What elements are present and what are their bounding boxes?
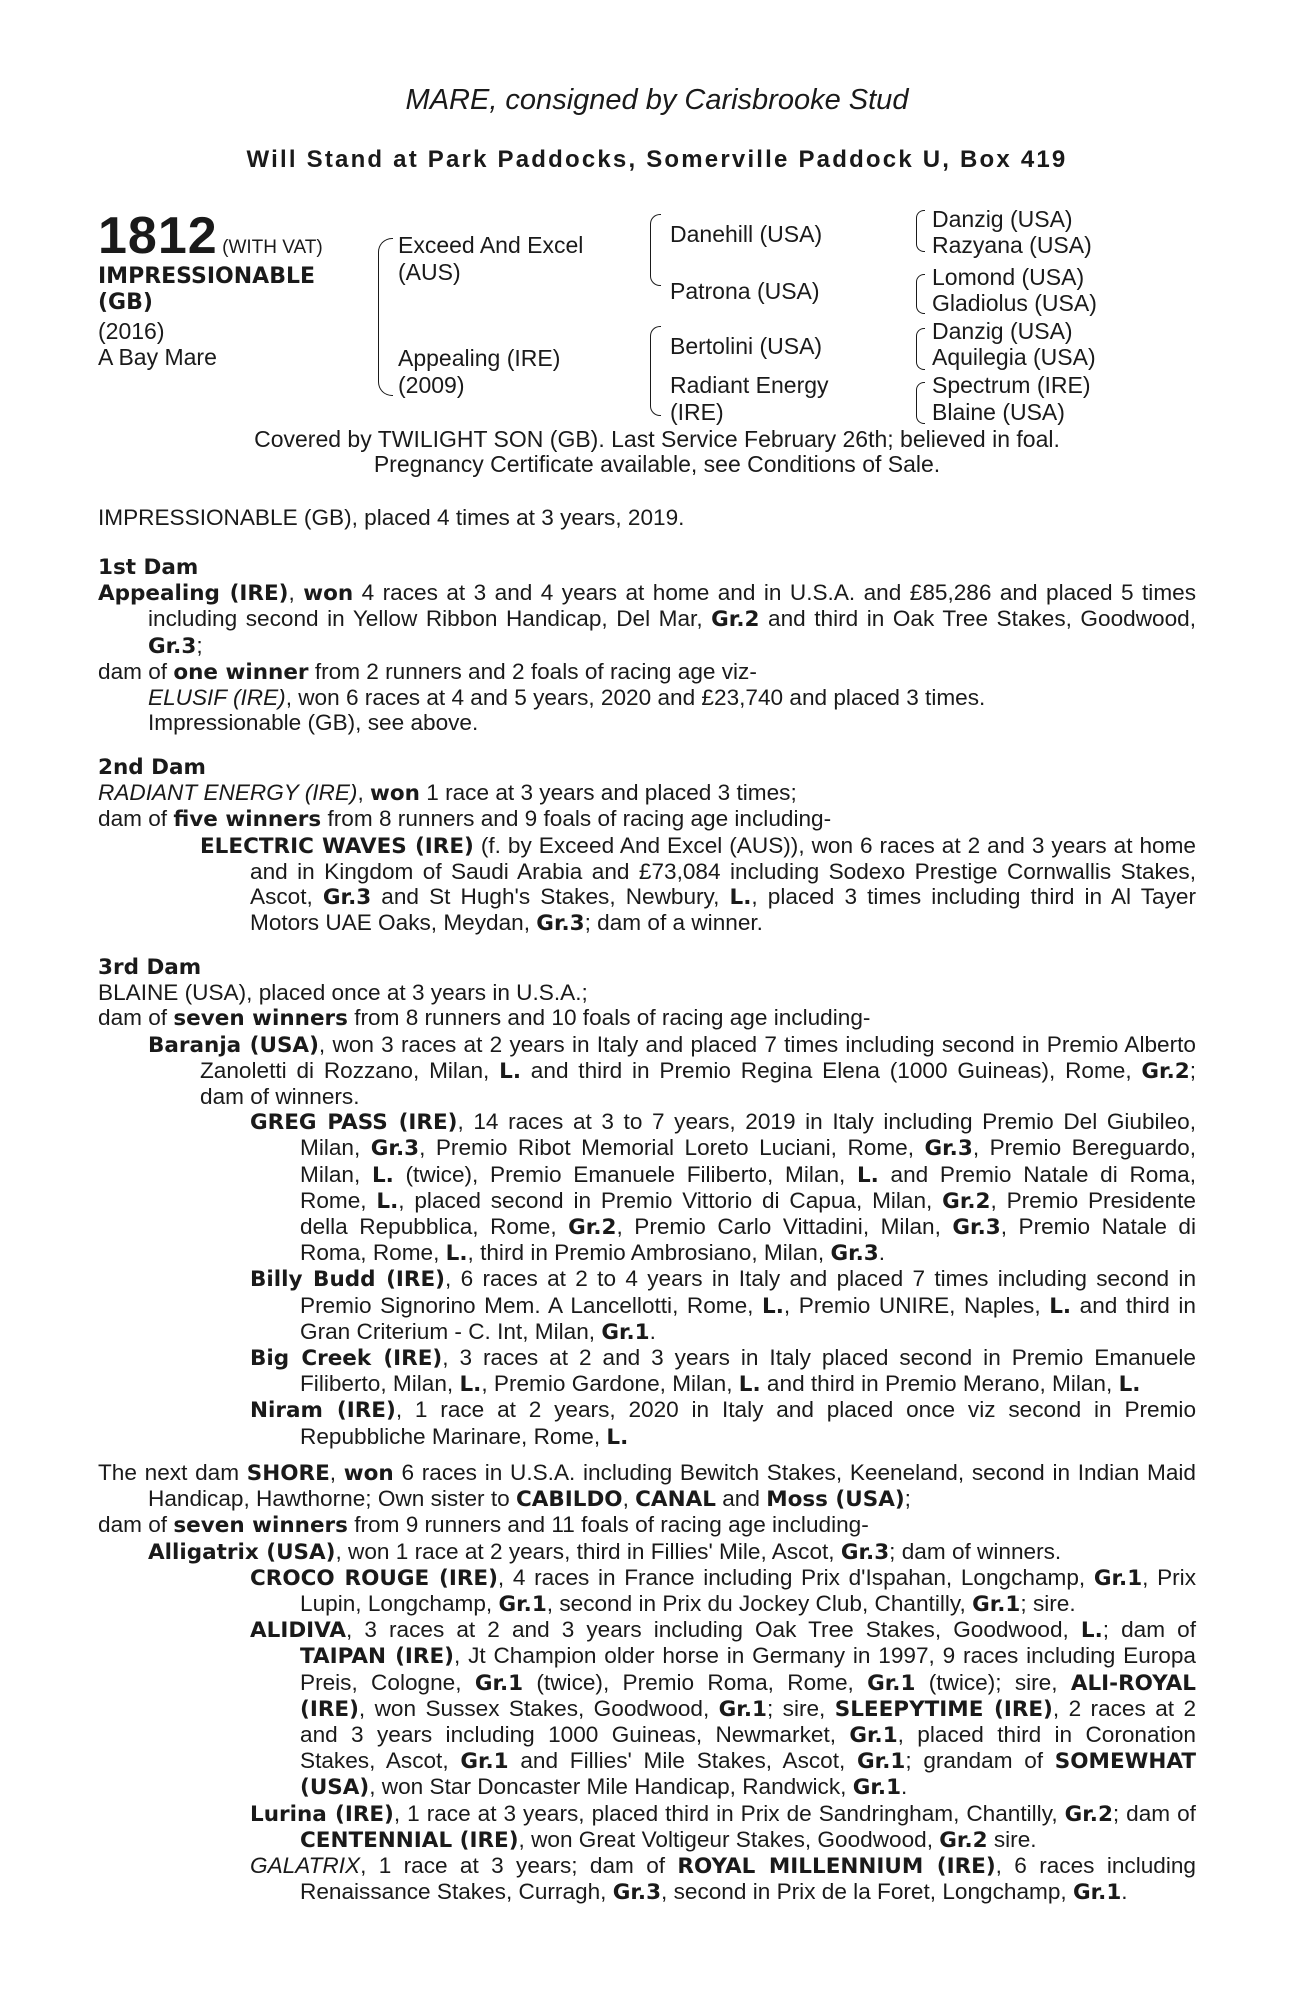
listed: L. xyxy=(445,1241,468,1267)
grade: Gr.1 xyxy=(1072,1880,1122,1906)
t: , Premio Natale di Roma, Rome, xyxy=(300,1214,1196,1266)
dam-of-post: from 9 runners and 11 foals of racing age including- xyxy=(347,1512,869,1538)
t: , Prix Lupin, Longchamp, xyxy=(300,1564,1197,1617)
first-dam-section xyxy=(98,555,1196,735)
dam-of-post: from 8 runners and 10 foals of racing age including- xyxy=(347,1005,871,1031)
listed: L. xyxy=(738,1372,761,1398)
t: and Premio Natale di Roma, Rome, xyxy=(300,1161,1197,1213)
produce-baranja xyxy=(98,1032,1196,1110)
listed: L. xyxy=(371,1162,394,1188)
listed: L. xyxy=(376,1188,399,1214)
produce-billy-budd xyxy=(98,1266,1196,1345)
t: . xyxy=(1121,1879,1128,1905)
dam-of-pre: dam of xyxy=(98,658,174,684)
t: ; dam of winners. xyxy=(200,1057,1196,1110)
pedigree-sire-country: (AUS) xyxy=(398,259,461,285)
grade: Gr.3 xyxy=(612,1880,662,1906)
pedigree-dam-dam-country: (IRE) xyxy=(670,399,724,425)
next-dam-produce-line xyxy=(98,1512,1196,1538)
t: , won Sussex Stakes, Goodwood, xyxy=(358,1695,719,1721)
pedigree-brace-3a xyxy=(916,210,925,252)
t: The next dam xyxy=(98,1460,247,1485)
t: , won Great Voltigeur Stakes, Goodwood, xyxy=(518,1826,940,1852)
pedigree-gen3-4: Gladiolus (USA) xyxy=(932,290,1097,316)
first-dam-produce-1 xyxy=(98,685,1196,710)
lot-number: 1812 xyxy=(98,207,218,265)
second-dam-section xyxy=(98,755,1196,936)
t: (twice), Premio Emanuele Filiberto, Milan, xyxy=(393,1161,857,1187)
grade: Gr.3 xyxy=(830,1241,879,1267)
vat-label: (WITH VAT) xyxy=(222,237,323,258)
horse-name: SOMEWHAT (USA) xyxy=(300,1749,1196,1801)
dam-of-count: seven winners xyxy=(173,1006,348,1032)
second-dam-name: RADIANT ENERGY (IRE) xyxy=(98,780,358,806)
second-dam-produce-line xyxy=(98,806,1196,832)
produce-name: CROCO ROUGE (IRE) xyxy=(250,1565,498,1591)
t: ; sire. xyxy=(1020,1591,1076,1617)
produce-big-creek xyxy=(98,1345,1196,1397)
dam-of-pre: dam of xyxy=(98,1512,174,1538)
t: , 3 races at 2 and 3 years in Italy placed second in Premio Emanuele Filiberto, Milan, xyxy=(300,1345,1196,1397)
produce-text: , won 6 races at 4 and 5 years, 2020 and £23,740 and placed 3 times. xyxy=(285,685,986,711)
t: , second in Prix du Jockey Club, Chantilly, xyxy=(546,1591,973,1617)
grade: Gr.1 xyxy=(498,1592,547,1618)
t: ; dam of winners. xyxy=(889,1538,1062,1564)
lot-number-line xyxy=(98,206,323,266)
dam-of-count: five winners xyxy=(173,807,322,833)
t: . xyxy=(901,1774,908,1800)
t: , won Star Doncaster Mile Handicap, Randwick, xyxy=(369,1774,853,1800)
pedigree-gen3-8: Blaine (USA) xyxy=(932,399,1065,425)
grade: Gr.2 xyxy=(939,1827,988,1853)
dam-of-post: from 8 runners and 9 foals of racing age including- xyxy=(321,806,832,832)
listed: L. xyxy=(1118,1372,1141,1398)
t: . xyxy=(649,1318,656,1344)
t: and Fillies' Mile Stakes, Ascot, xyxy=(508,1748,858,1774)
produce-alligatrix xyxy=(98,1539,1196,1565)
produce-name: Baranja (USA) xyxy=(148,1032,319,1058)
pedigree-brace-3c xyxy=(916,328,925,370)
grade: Gr.1 xyxy=(474,1670,524,1696)
dam-of-count: one winner xyxy=(173,659,309,685)
t: (twice), Premio Roma, Rome, xyxy=(523,1669,868,1695)
pedigree-brace-3d xyxy=(916,382,925,424)
listed: L. xyxy=(606,1424,629,1450)
first-dam-grade-2: Gr.3 xyxy=(148,633,197,659)
t: and third in Gran Criterium - C. Int, Milan, xyxy=(300,1292,1196,1344)
pedigree-sire-sire: Danehill (USA) xyxy=(670,221,823,247)
produce-name: Billy Budd (IRE) xyxy=(250,1267,445,1293)
first-dam-produce-line xyxy=(98,659,1196,685)
produce-name: ALIDIVA xyxy=(250,1618,347,1644)
pedigree-dam-year: (2009) xyxy=(398,372,465,398)
third-dam-record: BLAINE (USA), placed once at 3 years in U.S.A.; xyxy=(98,980,588,1006)
listed: L. xyxy=(762,1293,784,1319)
first-dam-won: won xyxy=(303,581,354,607)
grade: Gr.3 xyxy=(370,1136,420,1162)
horse-name: ALI-ROYAL (IRE) xyxy=(300,1670,1197,1722)
horse-name: SLEEPYTIME (IRE) xyxy=(834,1696,1053,1722)
t: , Premio Bereguardo, Milan, xyxy=(300,1135,1196,1187)
listed: L. xyxy=(1049,1293,1072,1319)
produce-name: Big Creek (IRE) xyxy=(250,1346,443,1372)
produce-niram xyxy=(98,1397,1196,1449)
t: , 3 races at 2 and 3 years including Oak Tree Stakes, Goodwood, xyxy=(346,1617,1081,1643)
first-dam-heading: 1st Dam xyxy=(98,555,199,580)
dam-of-count: seven winners xyxy=(173,1513,348,1539)
horse-name: CENTENNIAL (IRE) xyxy=(300,1827,519,1853)
second-dam-heading: 2nd Dam xyxy=(98,755,206,780)
sibling-name: Moss (USA) xyxy=(766,1487,905,1513)
grade: Gr.1 xyxy=(972,1592,1021,1618)
grade: Gr.1 xyxy=(849,1723,898,1749)
t: , placed 3 times including third in Al Tayer Motors UAE Oaks, Meydan, xyxy=(250,884,1196,936)
next-dam-name: SHORE xyxy=(246,1461,330,1486)
t: . xyxy=(878,1240,886,1266)
t: and third in Premio Merano, Milan, xyxy=(760,1371,1119,1397)
t: , won 3 races at 2 years in Italy and placed 7 times including second in Premio Alberto Zanoletti di Rozzano, Milan, xyxy=(200,1031,1196,1083)
grade: Gr.2 xyxy=(942,1188,991,1214)
t: ; dam of xyxy=(1112,1800,1196,1826)
pedigree-brace-3b xyxy=(916,274,925,314)
t: , 2 races at 2 and 3 years including 1000 Guineas, Newmarket, xyxy=(300,1695,1197,1748)
listed: L. xyxy=(856,1162,879,1188)
summary-line: IMPRESSIONABLE (GB), placed 4 times at 3 years, 2019. xyxy=(98,505,685,530)
listed: L. xyxy=(1080,1618,1103,1644)
first-dam-text-1: 4 races at 3 and 4 years at home and in U.S.A. and £85,286 and placed 5 times including second in Yellow Ribbon Handicap, Del Mar, xyxy=(148,580,1197,632)
location-heading: Will Stand at Park Paddocks, Somerville Paddock U, Box 419 xyxy=(246,146,1068,173)
t: and third in Premio Regina Elena (1000 Guineas), Rome, xyxy=(521,1057,1142,1083)
t: ; grandam of xyxy=(905,1748,1055,1774)
first-dam-name: Appealing (IRE) xyxy=(98,581,289,607)
t: , Premio UNIRE, Naples, xyxy=(783,1292,1050,1318)
dam-of-pre: dam of xyxy=(98,806,174,832)
grade: Gr.1 xyxy=(1093,1565,1143,1591)
pedigree-sire: Exceed And Excel xyxy=(398,232,584,258)
t: , Premio Presidente della Repubblica, Rome, xyxy=(300,1187,1196,1240)
pedigree-sire-dam: Patrona (USA) xyxy=(670,278,820,304)
dam-of-post: from 2 runners and 2 foals of racing age viz- xyxy=(308,658,757,684)
cover-line-1: Covered by TWILIGHT SON (GB). Last Service February 26th; believed in foal. xyxy=(254,426,1060,452)
grade: Gr.1 xyxy=(718,1696,767,1722)
grade: Gr.1 xyxy=(601,1319,650,1345)
third-dam-heading: 3rd Dam xyxy=(98,955,202,980)
third-dam-produce-line xyxy=(98,1005,1196,1031)
t: , second in Prix de la Foret, Longchamp, xyxy=(661,1879,1073,1905)
t: and St Hugh's Stakes, Newbury, xyxy=(371,884,730,910)
horse-name: IMPRESSIONABLE xyxy=(98,264,316,289)
produce-greg-pass xyxy=(98,1109,1196,1266)
listed: L. xyxy=(459,1372,482,1398)
third-dam-section xyxy=(98,955,1196,1450)
t: ; sire, xyxy=(766,1695,835,1721)
sep: , xyxy=(622,1486,636,1512)
t: , 1 race at 3 years, placed third in Prix de Sandringham, Chantilly, xyxy=(393,1800,1065,1826)
pedigree-dam-dam: Radiant Energy xyxy=(670,372,829,398)
pedigree-gen3-1: Danzig (USA) xyxy=(932,206,1073,232)
grade: Gr.3 xyxy=(322,885,372,911)
grade: Gr.1 xyxy=(852,1775,902,1801)
first-dam-produce-2: Impressionable (GB), see above. xyxy=(148,710,479,736)
t: ; dam of xyxy=(1102,1617,1196,1643)
pedigree-gen3-7: Spectrum (IRE) xyxy=(932,372,1091,398)
grade: Gr.1 xyxy=(460,1749,509,1775)
t: , 6 races at 2 to 4 years in Italy and placed 7 times including second in Premio Signorino Mem. A Lancellotti, Rome, xyxy=(300,1266,1197,1318)
t: 6 races in U.S.A. including Bewitch Stakes, Keeneland, second in Indian Maid Handicap, Hawthorne; Own sister to xyxy=(148,1460,1196,1512)
produce-croco-rouge xyxy=(98,1565,1196,1617)
grade: Gr.2 xyxy=(1064,1801,1113,1827)
pedigree-dam-sire: Bertolini (USA) xyxy=(670,333,823,359)
produce-name: ELUSIF (IRE) xyxy=(148,685,286,711)
t: , placed third in Coronation Stakes, Ascot, xyxy=(300,1722,1196,1774)
grade: Gr.2 xyxy=(568,1215,617,1241)
next-dam-record xyxy=(98,1460,1196,1512)
produce-name: Niram (IRE) xyxy=(250,1398,396,1424)
pedigree-gen3-6: Aquilegia (USA) xyxy=(932,344,1096,370)
next-dam-section xyxy=(98,1460,1196,1905)
produce-name: GREG PASS (IRE) xyxy=(250,1110,458,1136)
pedigree-gen3-2: Razyana (USA) xyxy=(932,232,1092,258)
produce-lurina xyxy=(98,1801,1196,1853)
grade: Gr.1 xyxy=(857,1749,906,1775)
listed: L. xyxy=(499,1058,522,1084)
consignor-heading: MARE, consigned by Carisbrooke Stud xyxy=(405,84,909,116)
produce-alidiva xyxy=(98,1617,1196,1800)
t: , 6 races including Renaissance Stakes, Curragh, xyxy=(300,1853,1196,1905)
horse-name: TAIPAN (IRE) xyxy=(300,1644,454,1670)
won: won xyxy=(343,1461,394,1486)
grade: Gr.2 xyxy=(1141,1058,1190,1084)
t: , Premio Carlo Vittadini, Milan, xyxy=(616,1214,953,1240)
sibling-name: CABILDO xyxy=(515,1487,623,1513)
produce-galatrix xyxy=(98,1853,1196,1905)
first-dam-grade-1: Gr.2 xyxy=(711,607,760,633)
grade: Gr.3 xyxy=(924,1136,973,1162)
second-dam-produce-1 xyxy=(98,833,1196,937)
sibling-name: CANAL xyxy=(635,1487,716,1513)
t: , Jt Champion older horse in Germany in 1997, 9 races including Europa Preis, Cologne, xyxy=(300,1643,1196,1695)
t: , third in Premio Ambrosiano, Milan, xyxy=(467,1240,831,1266)
t: ; dam of a winner. xyxy=(584,910,763,936)
t: , 14 races at 3 to 7 years, 2019 in Italy including Premio Del Giubileo, Milan, xyxy=(300,1109,1196,1161)
horse-country: (GB) xyxy=(98,290,153,315)
grade: Gr.3 xyxy=(952,1215,1001,1241)
pedigree-brace-2a xyxy=(650,214,661,286)
produce-name: GALATRIX xyxy=(250,1853,361,1879)
t: ; xyxy=(904,1486,911,1512)
t: , placed second in Premio Vittorio di Capua, Milan, xyxy=(398,1187,943,1213)
pedigree-gen3-3: Lomond (USA) xyxy=(932,264,1085,290)
second-dam-text: 1 race at 3 years and placed 3 times; xyxy=(419,780,797,806)
t: , won 1 race at 2 years, third in Fillies' Mile, Ascot, xyxy=(335,1538,841,1564)
pedigree-gen3-5: Danzig (USA) xyxy=(932,318,1073,344)
t: (twice); sire, xyxy=(915,1669,1071,1695)
pedigree-brace-1 xyxy=(378,238,393,396)
grade: Gr.1 xyxy=(867,1670,916,1696)
first-dam-text-2: and third in Oak Tree Stakes, Goodwood, xyxy=(759,606,1196,632)
produce-name: Lurina (IRE) xyxy=(250,1801,394,1827)
horse-description: A Bay Mare xyxy=(98,344,217,370)
produce-name: Alligatrix (USA) xyxy=(148,1539,336,1565)
grade: Gr.3 xyxy=(536,911,585,937)
sep: , xyxy=(357,780,371,806)
t: , 1 race at 3 years; dam of xyxy=(360,1853,678,1879)
second-dam-won: won xyxy=(370,781,420,807)
t: , Premio Ribot Memorial Loreto Luciani, Rome, xyxy=(419,1135,925,1161)
grade: Gr.3 xyxy=(840,1539,890,1565)
cover-line-2: Pregnancy Certificate available, see Conditions of Sale. xyxy=(373,451,941,477)
t: , 1 race at 2 years, 2020 in Italy and placed once viz second in Premio Repubbliche Marinare, Rome, xyxy=(300,1397,1197,1449)
pedigree-dam: Appealing (IRE) xyxy=(398,345,561,371)
sep: , xyxy=(329,1460,344,1485)
horse-year: (2016) xyxy=(98,318,165,344)
sep: and xyxy=(715,1486,767,1512)
t: sire. xyxy=(987,1826,1037,1852)
pedigree-brace-2b xyxy=(650,326,661,416)
dam-of-pre: dam of xyxy=(98,1005,174,1031)
horse-name: ROYAL MILLENNIUM (IRE) xyxy=(677,1854,996,1880)
first-dam-text-3: ; xyxy=(196,632,203,658)
t: , Premio Gardone, Milan, xyxy=(481,1371,739,1397)
listed: L. xyxy=(729,885,752,911)
second-dam-record xyxy=(98,780,1196,806)
produce-name: ELECTRIC WAVES (IRE) xyxy=(200,833,474,859)
t: (f. by Exceed And Excel (AUS)), won 6 races at 2 and 3 years at home and in Kingdom of Saudi Arabia and £73,084 including Sodexo Prestige Cornwallis Stakes, Ascot, xyxy=(250,832,1196,910)
t: , 4 races in France including Prix d'Ispahan, Longchamp, xyxy=(497,1564,1094,1590)
first-dam-record: Appealing (IRE), won 4 races at 3 and 4 years at home and in U.S.A. and £85,286 and placed 5 times including second in Yellow Ribbon Handicap, Del Mar, Gr.2 and third in Oak Tree Stakes, Goodwood, Gr.3; xyxy=(98,580,1197,659)
